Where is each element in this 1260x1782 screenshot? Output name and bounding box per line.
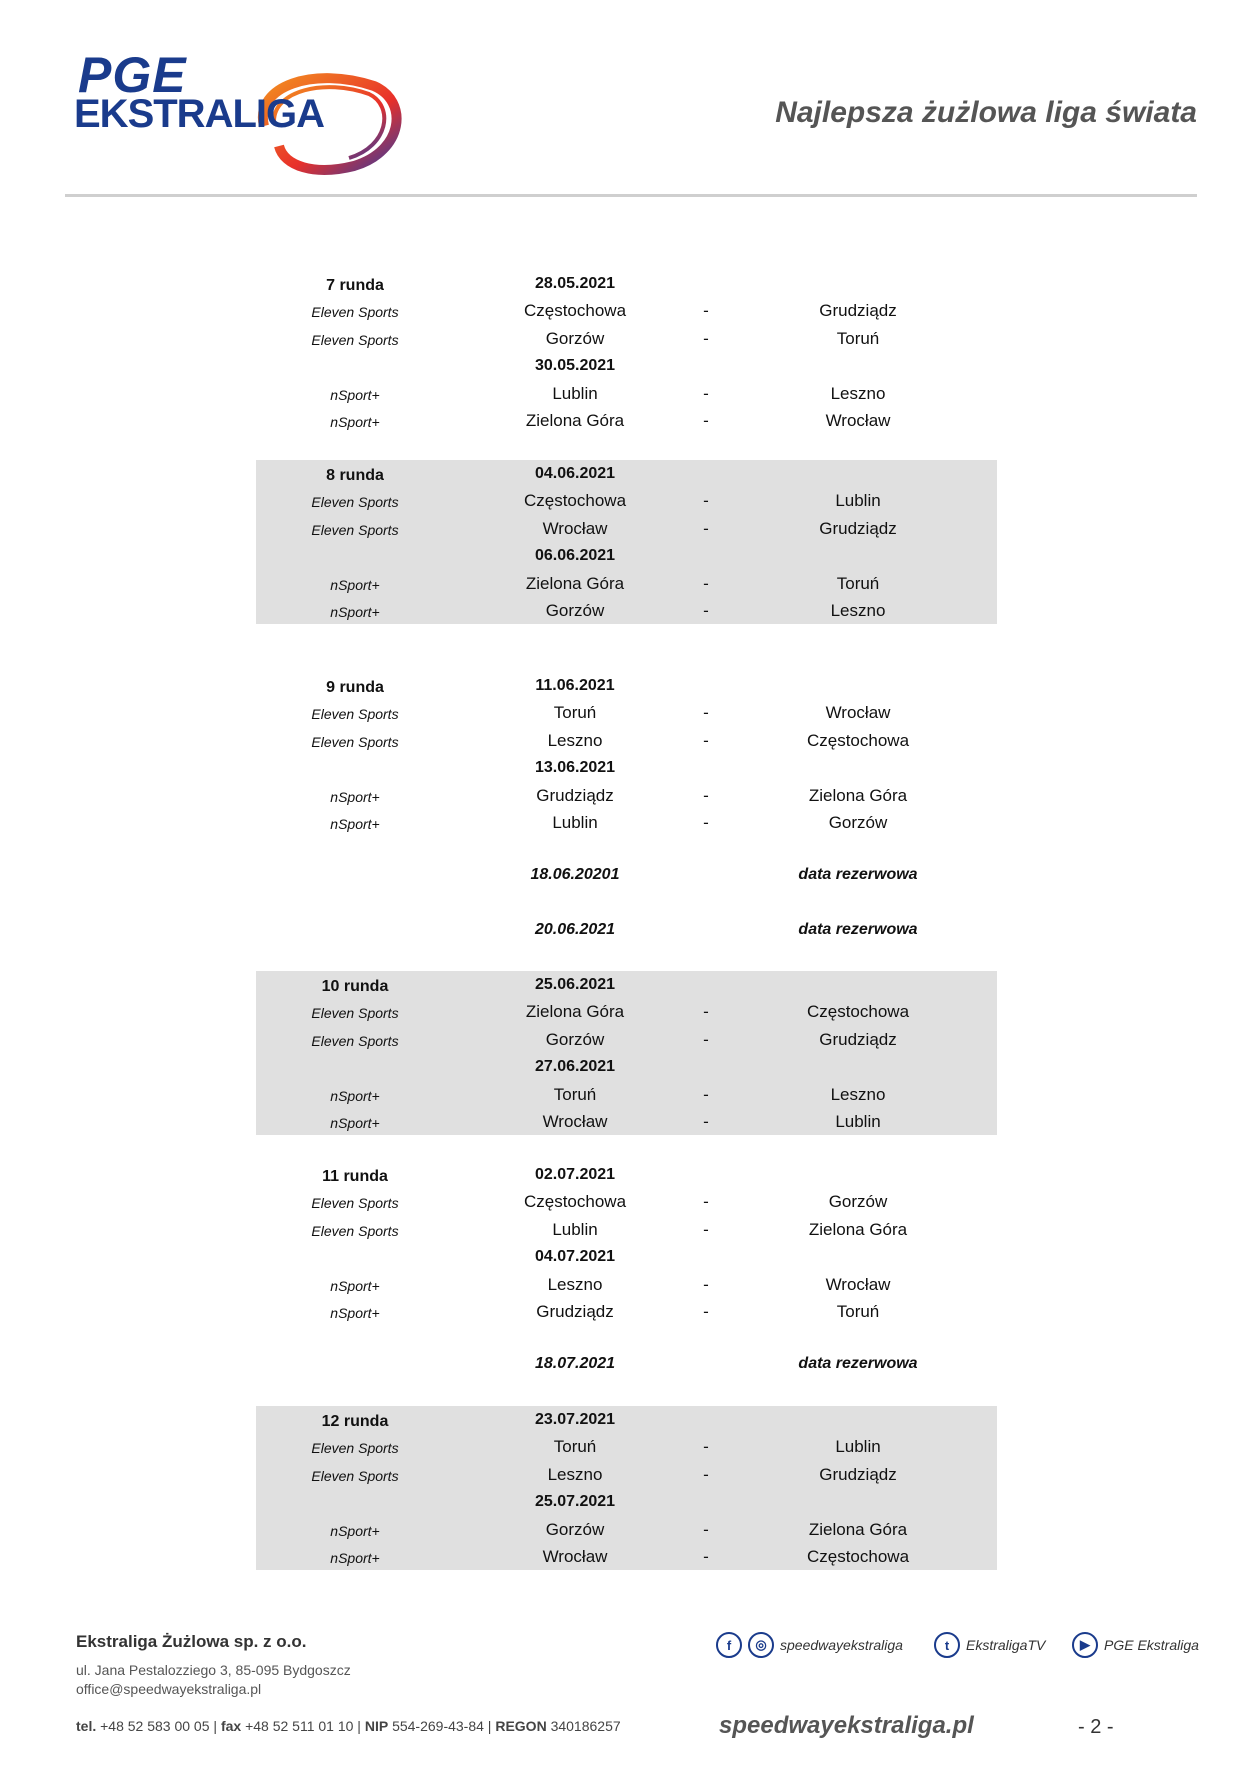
- instagram-icon[interactable]: ◎: [748, 1632, 774, 1658]
- home-team: Lublin: [552, 812, 598, 832]
- away-team: Leszno: [830, 600, 886, 620]
- website-link[interactable]: speedwayekstraliga.pl: [719, 1712, 974, 1739]
- separator: -: [703, 730, 709, 750]
- match-date: 11.06.2021: [535, 677, 615, 694]
- round-label: 10 runda: [321, 978, 389, 995]
- nip-label: NIP: [364, 1718, 389, 1734]
- home-team: Zielona Góra: [525, 573, 625, 593]
- away-team: Gorzów: [828, 812, 888, 832]
- home-team: Leszno: [547, 1274, 603, 1294]
- separator: -: [703, 785, 709, 805]
- match-row: [256, 1516, 997, 1543]
- separator: -: [703, 328, 709, 348]
- match-row: [256, 782, 997, 809]
- home-team: Gorzów: [545, 328, 605, 348]
- match-date: 04.07.2021: [534, 1248, 616, 1266]
- away-team: Toruń: [836, 328, 880, 348]
- separator: -: [703, 410, 709, 430]
- broadcaster: nSport+: [330, 1304, 380, 1321]
- round-block: [256, 672, 997, 836]
- date-row: [256, 352, 997, 379]
- home-team: Częstochowa: [523, 491, 627, 511]
- separator: -: [703, 1301, 709, 1321]
- away-team: Lublin: [835, 491, 881, 511]
- home-team: Gorzów: [545, 600, 605, 620]
- regon: 340186257: [550, 1718, 621, 1734]
- broadcaster: Eleven Sports: [311, 706, 399, 723]
- match-date: 25.07.2021: [534, 1493, 616, 1511]
- match-row: [256, 1026, 997, 1053]
- separator: -: [703, 518, 709, 538]
- match-date: 27.06.2021: [534, 1058, 616, 1076]
- broadcaster: Eleven Sports: [311, 304, 399, 321]
- broadcaster: nSport+: [330, 1087, 380, 1104]
- reserve-note: data rezerwowa: [798, 921, 918, 938]
- separator: -: [703, 812, 709, 832]
- broadcaster: nSport+: [330, 386, 380, 403]
- reserve-date: 18.06.20201: [530, 866, 620, 883]
- contact-line: tel. +48 52 583 00 05 | fax +48 52 511 01 10 | NIP 554-269-43-84 | REGON 340186257: [76, 1718, 621, 1734]
- match-date: 30.05.2021: [534, 357, 616, 375]
- separator: -: [703, 1464, 709, 1484]
- match-row: [256, 1543, 997, 1570]
- home-team: Częstochowa: [523, 1192, 627, 1212]
- home-team: Grudziądz: [536, 1301, 614, 1321]
- home-team: Lublin: [552, 1219, 598, 1239]
- home-team: Gorzów: [545, 1519, 605, 1539]
- social-youtube[interactable]: [1072, 1632, 1199, 1658]
- home-team: Zielona Góra: [525, 410, 625, 430]
- broadcaster: Eleven Sports: [311, 1222, 399, 1239]
- away-team: Leszno: [830, 383, 886, 403]
- broadcaster: nSport+: [330, 1549, 380, 1566]
- round-label: 12 runda: [321, 1413, 389, 1430]
- match-row: [256, 1461, 997, 1488]
- round-label: 11 runda: [322, 1168, 388, 1185]
- round-block: [256, 971, 997, 1135]
- match-row: [256, 1108, 997, 1135]
- away-team: Częstochowa: [806, 1002, 910, 1022]
- logo-text-pge: PGE: [78, 47, 187, 103]
- header-tagline: Najlepsza żużlowa liga świata: [775, 96, 1197, 129]
- away-team: Grudziądz: [819, 301, 897, 321]
- tel-label: tel.: [76, 1718, 97, 1734]
- home-team: Gorzów: [545, 1029, 605, 1049]
- date-row: [256, 672, 997, 699]
- match-row: [256, 1081, 997, 1108]
- address: ul. Jana Pestalozziego 3, 85-095 Bydgoszcz: [76, 1662, 351, 1678]
- round-block: [256, 270, 997, 434]
- match-row: [256, 1188, 997, 1215]
- home-team: Toruń: [553, 703, 597, 723]
- nip: 554-269-43-84: [392, 1718, 484, 1734]
- separator: -: [703, 1546, 709, 1566]
- match-row: [256, 727, 997, 754]
- reserve-note: data rezerwowa: [798, 1355, 918, 1372]
- separator: -: [703, 1274, 709, 1294]
- date-row: [256, 971, 997, 998]
- match-row: [256, 297, 997, 324]
- home-team: Wrocław: [542, 1546, 608, 1566]
- match-date: 13.06.2021: [534, 759, 616, 777]
- broadcaster: nSport+: [330, 815, 380, 832]
- home-team: Grudziądz: [536, 785, 614, 805]
- match-row: [256, 407, 997, 434]
- match-row: [256, 570, 997, 597]
- home-team: Częstochowa: [523, 301, 627, 321]
- separator: -: [703, 301, 709, 321]
- away-team: Częstochowa: [806, 1546, 910, 1566]
- match-row: [256, 597, 997, 624]
- away-team: Leszno: [830, 1084, 886, 1104]
- away-team: Zielona Góra: [808, 1219, 908, 1239]
- match-row: [256, 1433, 997, 1460]
- match-row: [256, 515, 997, 542]
- separator: -: [703, 1002, 709, 1022]
- fax: +48 52 511 01 10: [245, 1718, 354, 1734]
- round-label: 7 runda: [326, 277, 384, 294]
- away-team: Grudziądz: [819, 518, 897, 538]
- away-team: Częstochowa: [806, 730, 910, 750]
- header-divider: [65, 194, 1197, 197]
- away-team: Zielona Góra: [808, 1519, 908, 1539]
- date-row: [256, 1488, 997, 1515]
- company-name: Ekstraliga Żużlowa sp. z o.o.: [76, 1632, 307, 1651]
- away-team: Toruń: [836, 573, 880, 593]
- date-row: [256, 460, 997, 487]
- separator: -: [703, 703, 709, 723]
- away-team: Gorzów: [828, 1192, 888, 1212]
- match-row: [256, 998, 997, 1025]
- separator: -: [703, 1084, 709, 1104]
- match-row: [256, 380, 997, 407]
- date-row: [256, 1053, 997, 1080]
- separator: -: [703, 1111, 709, 1131]
- email-link[interactable]: office@speedwayekstraliga.pl: [76, 1681, 262, 1697]
- home-team: Lublin: [552, 383, 598, 403]
- match-date: 25.06.2021: [534, 976, 616, 993]
- away-team: Wrocław: [825, 1274, 891, 1294]
- broadcaster: nSport+: [330, 788, 380, 805]
- social-handle: speedwayekstraliga: [780, 1637, 903, 1653]
- logo-text-ekstraliga: EKSTRALIGA: [74, 92, 324, 136]
- match-row: [256, 325, 997, 352]
- broadcaster: nSport+: [330, 1114, 380, 1131]
- broadcaster: Eleven Sports: [311, 733, 399, 750]
- match-date: 02.07.2021: [534, 1166, 616, 1183]
- broadcaster: nSport+: [330, 1277, 380, 1294]
- reserve-date: 18.07.2021: [534, 1355, 616, 1372]
- date-row: [256, 1243, 997, 1270]
- broadcaster: Eleven Sports: [311, 1005, 399, 1022]
- away-team: Wrocław: [825, 703, 891, 723]
- home-team: Toruń: [553, 1084, 597, 1104]
- separator: -: [703, 600, 709, 620]
- broadcaster: Eleven Sports: [311, 494, 399, 511]
- broadcaster: Eleven Sports: [311, 331, 399, 348]
- round-block: [256, 460, 997, 624]
- broadcaster: Eleven Sports: [311, 1440, 399, 1457]
- away-team: Grudziądz: [819, 1464, 897, 1484]
- date-row: [256, 1161, 997, 1188]
- home-team: Wrocław: [542, 1111, 608, 1131]
- date-row: [256, 542, 997, 569]
- away-team: Zielona Góra: [808, 785, 908, 805]
- broadcaster: Eleven Sports: [311, 1467, 399, 1484]
- youtube-handle: PGE Ekstraliga: [1104, 1637, 1199, 1653]
- match-row: [256, 809, 997, 836]
- page-number: - 2 -: [1078, 1716, 1114, 1738]
- separator: -: [703, 1192, 709, 1212]
- match-date: 28.05.2021: [534, 275, 616, 292]
- away-team: Lublin: [835, 1111, 881, 1131]
- match-row: [256, 1298, 997, 1325]
- home-team: Leszno: [547, 1464, 603, 1484]
- broadcaster: nSport+: [330, 1522, 380, 1539]
- date-row: [256, 270, 997, 297]
- tel: +48 52 583 00 05: [100, 1718, 210, 1734]
- home-team: Zielona Góra: [525, 1002, 625, 1022]
- broadcaster: Eleven Sports: [311, 1195, 399, 1212]
- social-twitter[interactable]: [934, 1632, 1045, 1658]
- youtube-icon[interactable]: ▶: [1072, 1632, 1098, 1658]
- round-label: 9 runda: [326, 679, 384, 696]
- match-date: 23.07.2021: [534, 1411, 616, 1428]
- reserve-date: 20.06.2021: [534, 921, 616, 938]
- twitter-handle: EkstraligaTV: [966, 1637, 1046, 1653]
- home-team: Toruń: [553, 1437, 597, 1457]
- separator: -: [703, 1519, 709, 1539]
- fax-label: fax: [220, 1718, 242, 1734]
- away-team: Grudziądz: [819, 1029, 897, 1049]
- match-row: [256, 699, 997, 726]
- separator: -: [703, 1029, 709, 1049]
- separator: -: [703, 1437, 709, 1457]
- round-block: [256, 1161, 997, 1325]
- separator: -: [703, 573, 709, 593]
- away-team: Wrocław: [825, 410, 891, 430]
- reserve-note: data rezerwowa: [798, 866, 918, 883]
- match-row: [256, 1216, 997, 1243]
- broadcaster: nSport+: [330, 413, 380, 430]
- separator: -: [703, 491, 709, 511]
- twitter-icon[interactable]: t: [934, 1632, 960, 1658]
- date-row: [256, 754, 997, 781]
- regon-label: REGON: [495, 1718, 547, 1734]
- match-row: [256, 1271, 997, 1298]
- match-row: [256, 487, 997, 514]
- match-date: 06.06.2021: [534, 547, 616, 565]
- broadcaster: Eleven Sports: [311, 1032, 399, 1049]
- company-address: [76, 1661, 351, 1699]
- round-label: 8 runda: [326, 467, 384, 484]
- broadcaster: nSport+: [330, 603, 380, 620]
- broadcaster: Eleven Sports: [311, 521, 399, 538]
- broadcaster: nSport+: [330, 576, 380, 593]
- away-team: Lublin: [835, 1437, 881, 1457]
- social-facebook-instagram[interactable]: [716, 1632, 903, 1658]
- home-team: Wrocław: [542, 518, 608, 538]
- facebook-icon[interactable]: f: [716, 1632, 742, 1658]
- match-date: 04.06.2021: [534, 465, 616, 482]
- away-team: Toruń: [836, 1301, 880, 1321]
- separator: -: [703, 383, 709, 403]
- date-row: [256, 1406, 997, 1433]
- round-block: [256, 1406, 997, 1570]
- separator: -: [703, 1219, 709, 1239]
- pge-ekstraliga-logo: [74, 47, 404, 170]
- home-team: Leszno: [547, 730, 603, 750]
